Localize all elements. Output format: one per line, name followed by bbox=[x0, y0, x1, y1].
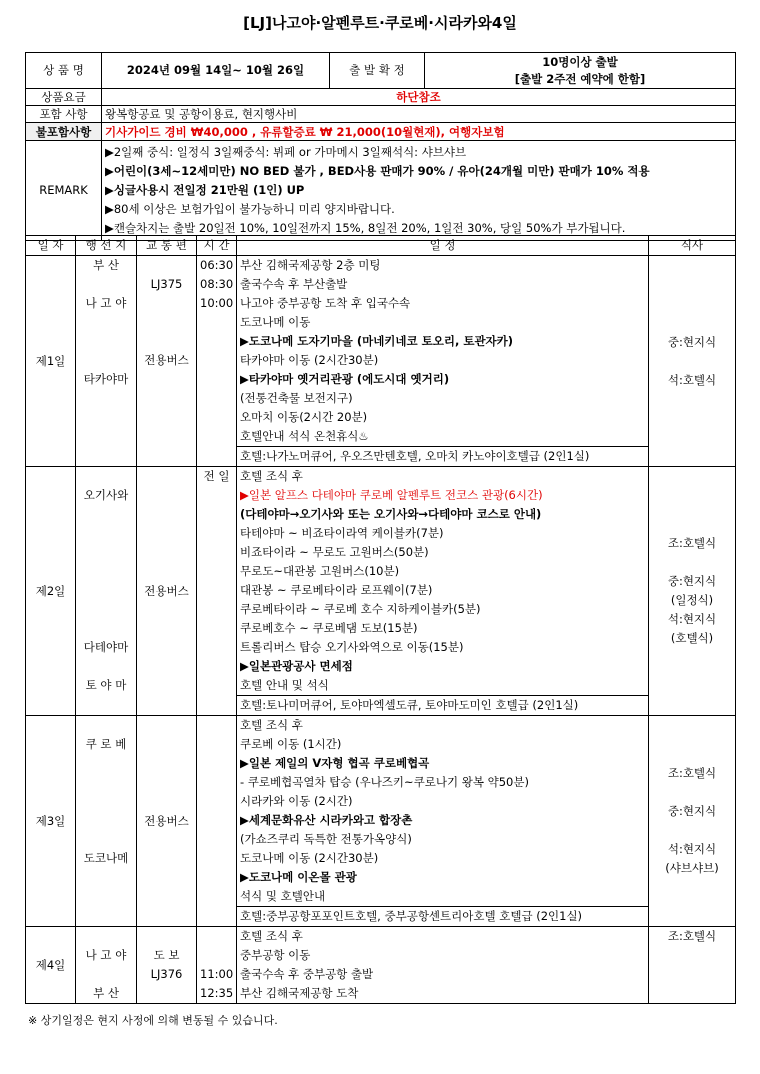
schedule-line: 타테야마 ~ 비죠타이라역 케이블카(7분) bbox=[240, 526, 444, 540]
schedule-line: ▶도코나메 도자기마을 (마네키네코 토오리, 토관자카) bbox=[240, 334, 514, 348]
schedule-line: 호텔 안내 및 석식 bbox=[240, 678, 329, 692]
incl-value: 왕복항공료 및 공항이용료, 현지행사비 bbox=[102, 106, 736, 123]
schedule-line: 중부공항 이동 bbox=[240, 948, 311, 962]
day-3-meals bbox=[649, 716, 736, 927]
schedule-line: 나고야 중부공항 도착 후 입국수속 bbox=[240, 296, 411, 310]
day-3-schedule bbox=[237, 716, 649, 907]
day-2-places bbox=[76, 467, 137, 716]
schedule-line: ▶일본 제일의 V자형 협곡 쿠로베협곡 bbox=[240, 756, 430, 770]
schedule-line: 호텔안내 석식 온천휴식♨ bbox=[240, 429, 369, 443]
excl-label: 불포함사항 bbox=[26, 123, 102, 141]
meal: 중:현지식 bbox=[667, 804, 717, 818]
day-1-meals bbox=[649, 256, 736, 467]
schedule-line: 쿠로베타이라 ~ 쿠로베 호수 지하케이블카(5분) bbox=[240, 602, 481, 616]
flight-number: LJ376 bbox=[150, 967, 183, 981]
schedule-line: 도코나메 이동 (2시간30분) bbox=[240, 851, 379, 865]
day-2-schedule bbox=[237, 467, 649, 696]
day-3-label: 제3일 bbox=[26, 716, 76, 927]
place: 나 고 야 bbox=[85, 948, 127, 962]
header-meal: 식사 bbox=[649, 236, 736, 256]
day-2-hotel: 호텔:토나미머큐어, 토야마엑셀도큐, 토야마도미인 호텔급 (2인1실) bbox=[237, 696, 649, 716]
schedule-line: 도코나메 이동 bbox=[240, 315, 311, 329]
confirm-value bbox=[425, 53, 736, 89]
schedule-line: 비죠타이라 ~ 무로도 고원버스(50분) bbox=[240, 545, 429, 559]
place bbox=[79, 275, 133, 294]
schedule-line: 석식 및 호텔안내 bbox=[240, 889, 326, 903]
schedule-line: 출국수속 후 부산출발 bbox=[240, 277, 348, 291]
meal: 조:호텔식 bbox=[667, 766, 717, 780]
schedule-table bbox=[25, 235, 736, 1004]
place: 오기사와 bbox=[83, 488, 129, 502]
schedule-line: ▶일본 알프스 다테야마 쿠로베 알펜루트 전코스 관광(6시간) bbox=[240, 488, 543, 502]
schedule-line: - 쿠로베협곡열차 탑승 (우나즈키~쿠로나기 왕복 약50분) bbox=[240, 775, 529, 789]
day-3-times bbox=[197, 716, 237, 927]
remark-item: ▶싱글사용시 전일정 21만원 (1인) UP bbox=[105, 183, 305, 197]
schedule-line: 호텔 조식 후 bbox=[240, 718, 303, 732]
price-value: 하단참조 bbox=[102, 89, 736, 106]
meal: 조:호텔식 bbox=[667, 929, 717, 943]
meal: (일정식) bbox=[670, 593, 714, 607]
meal: 석:현지식 bbox=[667, 842, 717, 856]
schedule-line: 출국수속 후 중부공항 출발 bbox=[240, 967, 374, 981]
info-table bbox=[25, 52, 736, 241]
day-2-transport: 전용버스 bbox=[137, 467, 197, 716]
incl-label: 포함 사항 bbox=[26, 106, 102, 123]
time: 06:30 bbox=[200, 258, 234, 272]
schedule-line: 무로도~대관봉 고원버스(10분) bbox=[240, 564, 400, 578]
meal: 석:호텔식 bbox=[667, 372, 717, 387]
meal: 중:현지식 bbox=[667, 334, 717, 349]
time: 12:35 bbox=[200, 986, 234, 1000]
schedule-line: 대관봉 ~ 쿠로베타이라 로프웨이(7분) bbox=[240, 583, 433, 597]
header-day: 일 자 bbox=[26, 236, 76, 256]
remark-item: ▶어린이(3세~12세미만) NO BED 불가 , BED사용 판매가 90% / 유아(24개월 미만) 판매가 10% 적용 bbox=[105, 164, 650, 178]
schedule-line: ▶일본관광공사 면세점 bbox=[240, 659, 353, 673]
day-2-label: 제2일 bbox=[26, 467, 76, 716]
day-2-times bbox=[197, 467, 237, 716]
remark-item: ▶캔슬차지는 출발 20일전 10%, 10일전까지 15%, 8일전 20%, 1일전 30%, 당일 50%가 부가됩니다. bbox=[105, 221, 626, 235]
place: 토 야 마 bbox=[85, 678, 127, 692]
day-1-hotel: 호텔:나가노머큐어, 우오즈만텐호텔, 오마치 카노야이호텔급 (2인1실) bbox=[237, 447, 649, 467]
confirm-label: 출 발 확 정 bbox=[330, 53, 425, 89]
flight-number: LJ375 bbox=[150, 277, 183, 291]
schedule-line: ▶세계문화유산 시라카와고 합장촌 bbox=[240, 813, 413, 827]
time: 08:30 bbox=[200, 277, 234, 291]
meal: (호텔식) bbox=[670, 631, 714, 645]
place: 나 고 야 bbox=[85, 296, 127, 310]
time: 11:00 bbox=[200, 967, 234, 981]
schedule-line: 시라카와 이동 (2시간) bbox=[240, 794, 353, 808]
transport-mode: 전용버스 bbox=[144, 353, 189, 367]
schedule-line: 타카야마 이동 (2시간30분) bbox=[240, 353, 379, 367]
place: 타카야마 bbox=[83, 372, 129, 386]
product-label: 상 품 명 bbox=[26, 53, 102, 89]
place: 쿠 로 베 bbox=[85, 737, 127, 751]
confirm-line-1: 10명이상 출발 bbox=[542, 54, 618, 69]
day-4-schedule bbox=[237, 927, 649, 1004]
header-transport: 교 통 편 bbox=[137, 236, 197, 256]
place: 부 산 bbox=[93, 258, 119, 272]
day-4-places bbox=[76, 927, 137, 1004]
schedule-line: 부산 김해국제공항 도착 bbox=[240, 986, 359, 1000]
day-1-places bbox=[76, 256, 137, 467]
day-1-label: 제1일 bbox=[26, 256, 76, 467]
page-title: [LJ]나고야·알펜루트·쿠로베·시라카와4일 bbox=[243, 14, 517, 32]
excl-value: 기사가이드 경비 ₩40,000 , 유류할증료 ₩ 21,000(10월현재), 여행자보험 bbox=[102, 123, 736, 141]
period-value: 2024년 09월 14일~ 10월 26일 bbox=[102, 53, 330, 89]
day-1-times bbox=[197, 256, 237, 467]
day-1-transport bbox=[137, 256, 197, 467]
schedule-line: 오마치 이동(2시간 20분) bbox=[240, 410, 368, 424]
schedule-line: (다테야마→오기사와 또는 오기사와→다테야마 코스로 안내) bbox=[240, 507, 542, 521]
remark-item: ▶2일째 중식: 일정식 3일째중식: 뷔페 or 가마메시 3일째석식: 샤브샤브 bbox=[105, 145, 467, 159]
schedule-line: 호텔 조식 후 bbox=[240, 469, 303, 483]
day-4-meals bbox=[649, 927, 736, 1004]
price-label: 상품요금 bbox=[26, 89, 102, 106]
remark-item: ▶80세 이상은 보험가입이 불가능하니 미리 양지바랍니다. bbox=[105, 202, 395, 216]
meal: 석:현지식 bbox=[667, 612, 717, 626]
schedule-line: 쿠로베호수 ~ 쿠로베댐 도보(15분) bbox=[240, 621, 418, 635]
place: 다테야마 bbox=[83, 640, 129, 654]
meal: 중:현지식 bbox=[667, 574, 717, 588]
meal: (샤브샤브) bbox=[665, 861, 719, 875]
schedule-line: (가쇼즈쿠리 독특한 전통가옥양식) bbox=[240, 832, 412, 846]
time: 전 일 bbox=[203, 469, 230, 483]
day-4-times bbox=[197, 927, 237, 1004]
transport-mode: 도 보 bbox=[153, 948, 180, 962]
schedule-line: ▶타카야마 옛거리관광 (에도시대 옛거리) bbox=[240, 372, 450, 386]
schedule-line: 트롤리버스 탑승 오기사와역으로 이동(15분) bbox=[240, 640, 464, 654]
header-schedule: 일 정 bbox=[237, 236, 649, 256]
day-2-meals bbox=[649, 467, 736, 716]
header-time: 시 간 bbox=[197, 236, 237, 256]
header-place: 행 선 지 bbox=[76, 236, 137, 256]
day-3-hotel: 호텔:중부공항포포인트호텔, 중부공항센트리아호텔 호텔급 (2인1실) bbox=[237, 907, 649, 927]
day-3-transport: 전용버스 bbox=[137, 716, 197, 927]
schedule-line: 호텔 조식 후 bbox=[240, 929, 303, 943]
day-4-transport bbox=[137, 927, 197, 1004]
schedule-line: (전통건축물 보전지구) bbox=[240, 391, 353, 405]
place: 부 산 bbox=[93, 986, 119, 1000]
day-4-label: 제4일 bbox=[26, 927, 76, 1004]
day-1-schedule bbox=[237, 256, 649, 447]
schedule-line: 부산 김해국제공항 2층 미팅 bbox=[240, 258, 381, 272]
day-3-places bbox=[76, 716, 137, 927]
schedule-line: ▶도코나메 이온몰 관광 bbox=[240, 870, 357, 884]
footnote: ※ 상기일정은 현지 사정에 의해 변동될 수 있습니다. bbox=[28, 1014, 278, 1027]
meal: 조:호텔식 bbox=[667, 536, 717, 550]
place: 도코나메 bbox=[83, 851, 129, 865]
schedule-line: 쿠로베 이동 (1시간) bbox=[240, 737, 342, 751]
remark-label: REMARK bbox=[26, 141, 102, 241]
remark-list bbox=[102, 141, 736, 241]
confirm-line-2: [출발 2주전 예약에 한함] bbox=[514, 71, 646, 86]
time: 10:00 bbox=[200, 296, 234, 310]
